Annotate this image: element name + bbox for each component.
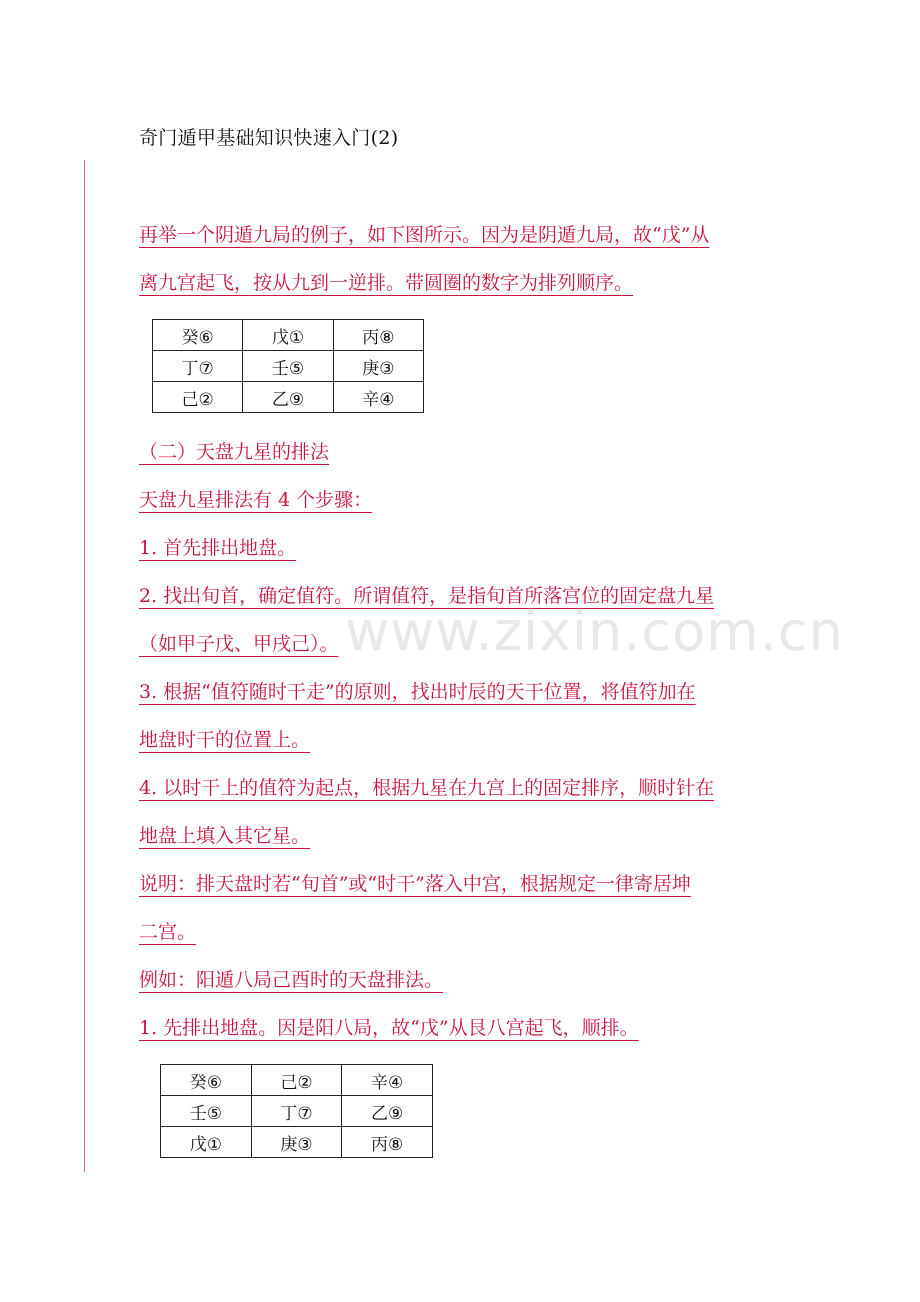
table-cell: 丙⑧ bbox=[333, 320, 423, 351]
table-cell: 癸⑥ bbox=[153, 320, 243, 351]
table-cell: 癸⑥ bbox=[161, 1065, 252, 1096]
step-item: 地盘上填入其它星。 bbox=[139, 825, 311, 847]
palace-grid-yang-8 bbox=[160, 1064, 433, 1158]
table-row bbox=[153, 351, 424, 382]
table-cell: 丁⑦ bbox=[251, 1096, 342, 1127]
table-row bbox=[161, 1065, 433, 1096]
table-cell: 壬⑤ bbox=[161, 1096, 252, 1127]
table-row bbox=[153, 320, 424, 351]
table-cell: 庚③ bbox=[251, 1127, 342, 1158]
note-line: 二宫。 bbox=[139, 921, 197, 943]
steps-intro: 天盘九星排法有 4 个步骤： bbox=[139, 489, 373, 511]
table-cell: 戊① bbox=[243, 320, 333, 351]
table-row bbox=[161, 1127, 433, 1158]
table-cell: 乙⑨ bbox=[243, 382, 333, 413]
watermark: www.zixin.com.cn bbox=[345, 600, 844, 663]
example-line: 例如：阳遁八局己酉时的天盘排法。 bbox=[139, 969, 444, 991]
paragraph-line: 离九宫起飞，按从九到一逆排。带圆圈的数字为排列顺序。 bbox=[139, 272, 634, 294]
palace-grid-yin-9 bbox=[152, 319, 424, 413]
step-item: 4. 以时干上的值符为起点，根据九星在九宫上的固定排序，顺时针在 bbox=[139, 777, 715, 799]
example-step: 1. 先排出地盘。因是阳八局，故“戊”从艮八宫起飞，顺排。 bbox=[139, 1017, 639, 1039]
table-cell: 乙⑨ bbox=[342, 1096, 433, 1127]
table-cell: 己② bbox=[251, 1065, 342, 1096]
note-line: 说明：排天盘时若“旬首”或“时干”落入中宫，根据规定一律寄居坤 bbox=[139, 873, 691, 895]
margin-rule bbox=[84, 160, 85, 1172]
page-title: 奇门遁甲基础知识快速入门(2) bbox=[139, 127, 399, 149]
step-item: 2. 找出旬首，确定值符。所谓值符，是指旬首所落宫位的固定盘九星 bbox=[139, 585, 715, 607]
step-item: 地盘时干的位置上。 bbox=[139, 729, 311, 751]
step-item: （如甲子戊、甲戌己）。 bbox=[139, 633, 339, 655]
table-cell: 辛④ bbox=[342, 1065, 433, 1096]
table-cell: 戊① bbox=[161, 1127, 252, 1158]
table-cell: 辛④ bbox=[333, 382, 423, 413]
table-cell: 丙⑧ bbox=[342, 1127, 433, 1158]
table-cell: 丁⑦ bbox=[153, 351, 243, 382]
table-cell: 己② bbox=[153, 382, 243, 413]
step-item: 1. 首先排出地盘。 bbox=[139, 537, 297, 559]
section-heading: （二）天盘九星的排法 bbox=[139, 441, 330, 463]
table-cell: 壬⑤ bbox=[243, 351, 333, 382]
table-cell: 庚③ bbox=[333, 351, 423, 382]
table-row bbox=[153, 382, 424, 413]
table-row bbox=[161, 1096, 433, 1127]
step-item: 3. 根据“值符随时干走”的原则，找出时辰的天干位置，将值符加在 bbox=[139, 681, 696, 703]
paragraph-line: 再举一个阴遁九局的例子，如下图所示。因为是阴遁九局，故“戊”从 bbox=[139, 224, 710, 246]
